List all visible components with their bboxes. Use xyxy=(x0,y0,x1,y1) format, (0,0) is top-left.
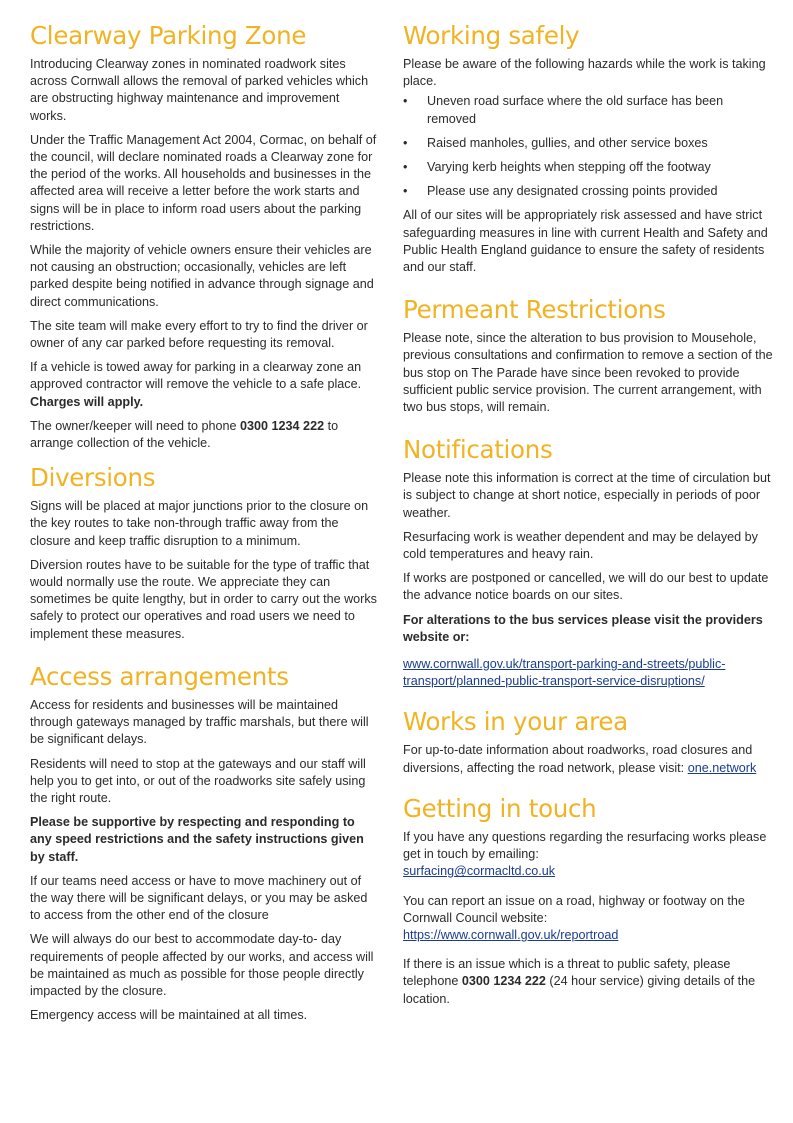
hazard-list xyxy=(403,93,775,200)
bullet-icon: • xyxy=(403,184,408,199)
working-safely-heading: Working safely xyxy=(403,21,580,50)
hazard-text: Uneven road surface where the old surface has been removed xyxy=(427,94,724,126)
contact-safety xyxy=(403,956,775,1008)
collection-pre: The owner/keeper will need to phone xyxy=(30,418,241,433)
notifications-correct: Please note this information is correct at the time of circulation but is subject to change at short notice, especially in periods of poor weather. xyxy=(403,471,771,520)
access-machinery: If our teams need access or have to move machinery out of the way there will be significant delays, or you may be asked to access from the other end of the closure xyxy=(30,873,368,923)
notifications-heading: Notifications xyxy=(403,435,553,465)
hazard-item xyxy=(403,159,775,176)
clearway-towing xyxy=(30,359,378,411)
access-emergency: Emergency access will be maintained at all times. xyxy=(30,1008,308,1023)
contact-report xyxy=(403,893,775,945)
access-accommodate: We will always do our best to accommodate day-to- day requirements of people affected by our works, and access will be maintained as much as possible for those people directly impacted by the closure. xyxy=(30,932,374,998)
notifications-postponed: If works are postponed or cancelled, we will do our best to update the advance notice boards on our sites. xyxy=(403,571,769,603)
collection-phone: 0300 1234 222 xyxy=(240,418,325,433)
report-road-link[interactable]: https://www.cornwall.gov.uk/reportroad xyxy=(403,927,619,942)
access-heading: Access arrangements xyxy=(30,661,289,691)
notifications-section xyxy=(403,436,775,690)
works-heading: Works in your area xyxy=(403,707,628,737)
working-safely-section xyxy=(403,22,775,276)
safety-phone: 0300 1234 222 xyxy=(461,974,546,989)
permanent-section xyxy=(403,296,775,416)
hazard-item xyxy=(403,183,775,200)
safety-post: (24 hour service) giving details of the location. xyxy=(403,974,756,1006)
clearway-heading: Clearway Parking Zone xyxy=(30,21,307,50)
collection-post: to arrange collection of the vehicle. xyxy=(30,418,339,451)
safety-pre: If there is an issue which is a threat to public safety, please telephone xyxy=(403,957,731,989)
clearway-traffic-act: Under the Traffic Management Act 2004, Cormac, on behalf of the council, will declare nominated roads a Clearway zone for the period of the works. All households and businesses in the affected area will receive a letter before the work starts and signs will be in place to inform road users about the parking restrictions. xyxy=(30,132,377,233)
email-link[interactable]: surfacing@cormacltd.co.uk xyxy=(403,864,556,879)
works-text xyxy=(403,742,775,776)
hazard-item xyxy=(403,93,775,127)
contact-heading: Getting in touch xyxy=(403,793,597,823)
bus-disruptions-link[interactable]: www.cornwall.gov.uk/transport-parking-and-streets/public-transport/planned-public-transport-service-disruptions/ xyxy=(403,657,726,689)
diversions-heading: Diversions xyxy=(30,463,156,493)
working-safely-intro: Please be aware of the following hazards while the work is taking place. xyxy=(403,57,766,89)
clearway-intro: Introducing Clearway zones in nominated roadwork sites across Cornwall allows the removal of parked vehicles which are obstructing highway maintenance and improvement works. xyxy=(30,57,369,123)
charges-notice: Charges will apply. xyxy=(30,394,144,409)
notifications-bus xyxy=(403,612,775,646)
contact-section xyxy=(403,795,775,1008)
clearway-collection xyxy=(30,418,378,452)
right-column xyxy=(403,22,775,1020)
contact-questions xyxy=(403,829,775,881)
hazard-item xyxy=(403,135,775,152)
notifications-weather: Resurfacing work is weather dependent and may be delayed by cold temperatures and heavy rain. xyxy=(403,529,758,562)
notifications-link-para xyxy=(403,656,775,690)
contact-report-text: You can report an issue on a road, highway or footway on the Cornwall Council website: xyxy=(403,893,745,925)
clearway-section xyxy=(30,22,378,452)
access-section xyxy=(30,663,378,1024)
permanent-text: Please note, since the alteration to bus provision to Mousehole, previous consultations and confirmation to remove a section of the bus stop on The Parade have since been revoked to provide sufficient public service provision. The current arrangement, with two bus stops, will remain. xyxy=(403,331,773,415)
working-safely-risk: All of our sites will be appropriately risk assessed and have strict safeguarding measures in line with current Health and Safety and Public Health England guidance to ensure the safety of residents and our staff. xyxy=(403,208,768,275)
clearway-obstruction: While the majority of vehicle owners ensure their vehicles are not causing an obstruction; occasionally, vehicles are left parked despite being notified in advance through signage and direct communications. xyxy=(30,243,374,309)
access-supportive-bold: Please be supportive by respecting and responding to any speed restrictions and the safety instructions given by staff. xyxy=(30,815,364,864)
bus-services-bold: For alterations to the bus services please visit the providers website or: xyxy=(403,612,763,644)
bullet-icon: • xyxy=(403,135,408,150)
hazard-text: Raised manholes, gullies, and other service boxes xyxy=(427,135,708,150)
works-section xyxy=(403,708,775,776)
left-column xyxy=(30,22,378,1036)
diversions-section xyxy=(30,464,378,643)
towing-text: If a vehicle is towed away for parking in a clearway zone an approved contractor will remove the vehicle to a safe place. xyxy=(30,360,362,392)
works-info: For up-to-date information about roadworks, road closures and diversions, affecting the road network, please visit: xyxy=(403,743,753,775)
diversions-routes: Diversion routes have to be suitable for the type of traffic that would normally use the route. We appreciate they can sometimes be quite lengthy, but in order to carry out the works safely to protect our operatives and road users we need to implement these measures. xyxy=(30,557,377,641)
hazard-text: Please use any designated crossing points provided xyxy=(427,184,718,199)
access-residents: Residents will need to stop at the gateways and our staff will help you to get into, or out of the roadworks site safely using the right route. xyxy=(30,756,366,805)
bullet-icon: • xyxy=(403,94,408,109)
diversions-signs: Signs will be placed at major junctions prior to the closure on the key routes to take non-through traffic away from the closure and keep traffic disruption to a minimum. xyxy=(30,499,369,548)
access-supportive xyxy=(30,814,378,866)
access-gateways: Access for residents and businesses will be maintained through gateways managed by traffic marshals, but there will be significant delays. xyxy=(30,697,369,747)
contact-questions-text: If you have any questions regarding the resurfacing works please get in touch by emailing: xyxy=(403,829,767,862)
bullet-icon: • xyxy=(403,160,408,175)
clearway-site-team: The site team will make every effort to try to find the driver or owner of any car parked before requesting its removal. xyxy=(30,318,368,351)
permanent-heading: Permeant Restrictions xyxy=(403,295,666,325)
one-network-link[interactable]: one.network xyxy=(687,760,757,775)
hazard-text: Varying kerb heights when stepping off the footway xyxy=(427,160,711,175)
